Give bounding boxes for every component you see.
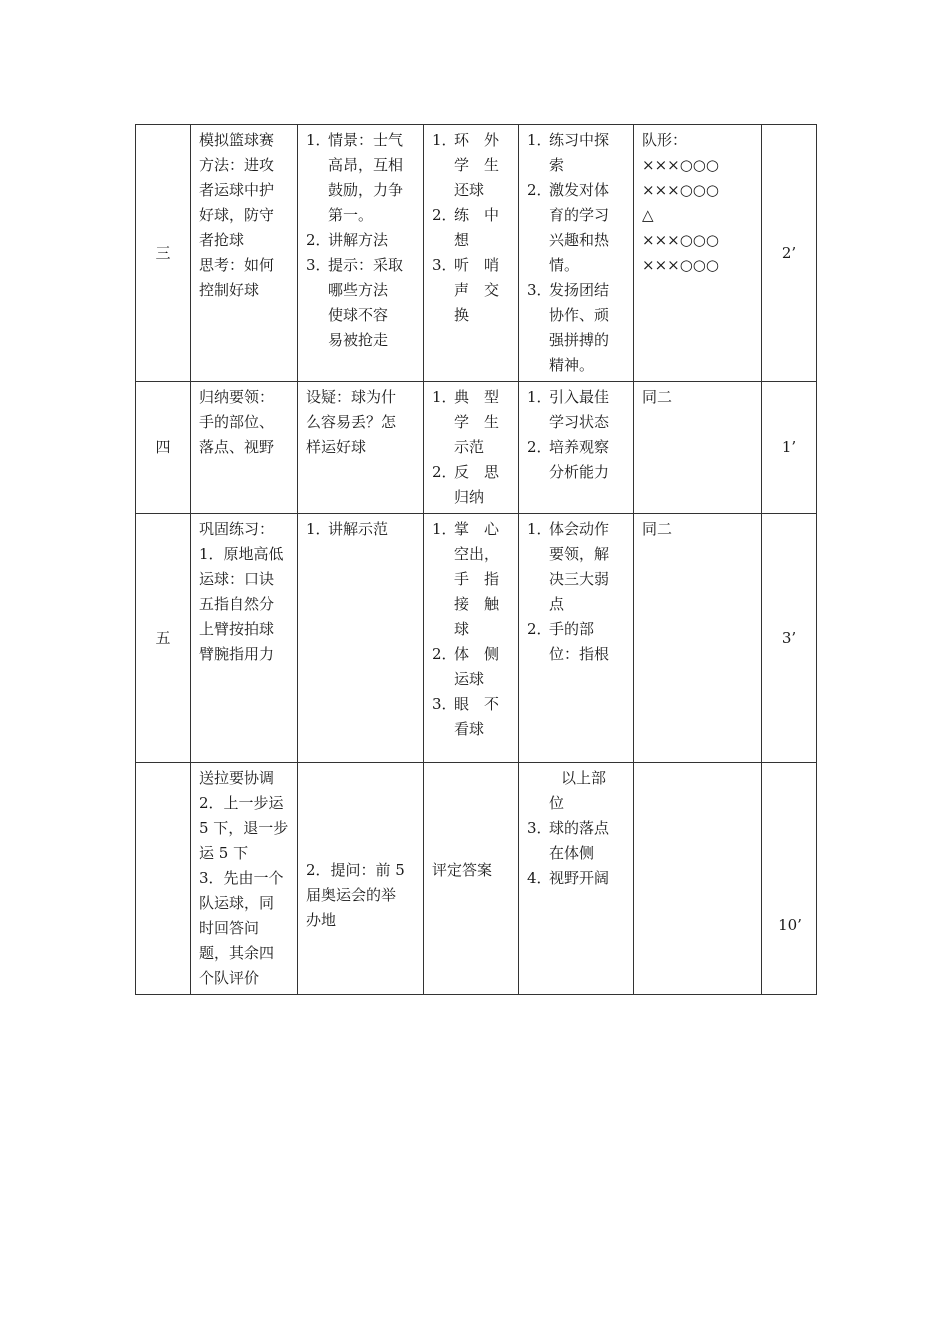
list-item xyxy=(306,128,417,228)
content-line: 五指自然分 xyxy=(199,595,275,613)
list-item xyxy=(432,203,512,253)
lesson-plan-table xyxy=(135,124,817,995)
time-cell: 2’ xyxy=(762,125,817,382)
table-row xyxy=(136,382,817,514)
content-line: 手的部位、 xyxy=(199,413,275,431)
item-line: 要领，解 xyxy=(549,545,610,563)
step-cell: 四 xyxy=(136,382,191,514)
time-cell: 3’ xyxy=(762,514,817,763)
item-line: 手 指 xyxy=(454,570,500,588)
list-item xyxy=(527,617,627,667)
list-item xyxy=(432,517,512,642)
list-item xyxy=(527,278,627,378)
teacher-line: 届奥运会的举 xyxy=(306,886,397,904)
list-item xyxy=(527,178,627,278)
step-cell: 三 xyxy=(136,125,191,382)
item-line: 分析能力 xyxy=(549,463,610,481)
formation-line: 同二 xyxy=(642,520,673,538)
content-line: 模拟篮球赛 xyxy=(199,131,275,149)
student-activity-cell xyxy=(424,514,519,763)
item-line: 体会动作 xyxy=(549,520,610,538)
item-number: 2． xyxy=(306,231,331,249)
formation-line: ×××○○○ xyxy=(642,231,719,249)
formation-line: ×××○○○ xyxy=(642,256,719,274)
formation-cell xyxy=(634,125,762,382)
time-cell: 10’ xyxy=(762,763,817,995)
student-activity-cell xyxy=(424,763,519,995)
teacher-line: 样运好球 xyxy=(306,438,367,456)
item-number: 3． xyxy=(432,695,457,713)
item-line: 学 生 xyxy=(454,156,500,174)
list-item xyxy=(432,460,512,510)
teacher-line: 办地 xyxy=(306,911,337,929)
item-number: 1． xyxy=(527,520,552,538)
list-item xyxy=(527,517,627,617)
item-line: 运球 xyxy=(454,670,485,688)
item-line: 体 侧 xyxy=(454,645,500,663)
content-cell xyxy=(191,514,298,763)
item-line: 在体侧 xyxy=(549,844,595,862)
item-line: 讲解方法 xyxy=(328,231,389,249)
item-line: 点 xyxy=(549,595,565,613)
content-line: 5 下，退一步 xyxy=(199,819,289,837)
content-line: 2．上一步运 xyxy=(199,794,284,812)
item-line: 培养观察 xyxy=(549,438,610,456)
item-line: 学 生 xyxy=(454,413,500,431)
item-line: 索 xyxy=(549,156,565,174)
content-line: 方法：进攻 xyxy=(199,156,275,174)
goal-line: 以上部 xyxy=(561,769,607,787)
formation-line: 同二 xyxy=(642,388,673,406)
step-cell xyxy=(136,763,191,995)
item-line: 想 xyxy=(454,231,470,249)
item-line: 使球不容 xyxy=(328,306,389,324)
item-number: 3． xyxy=(527,281,552,299)
item-number: 1． xyxy=(432,131,457,149)
item-line: 讲解示范 xyxy=(328,520,389,538)
list-item xyxy=(432,253,512,328)
content-line: 好球，防守 xyxy=(199,206,275,224)
content-line: 个队评价 xyxy=(199,969,260,987)
content-line: 送拉要协调 xyxy=(199,769,275,787)
item-number: 2． xyxy=(432,463,457,481)
list-item xyxy=(306,517,417,542)
item-line: 看球 xyxy=(454,720,485,738)
content-line: 臂腕指用力 xyxy=(199,645,275,663)
teacher-activity-cell xyxy=(298,514,424,763)
item-line: 接 触 xyxy=(454,595,500,613)
list-item xyxy=(432,385,512,460)
item-number: 3． xyxy=(306,256,331,274)
item-line: 环 外 xyxy=(454,131,500,149)
content-line: 落点、视野 xyxy=(199,438,275,456)
list-item xyxy=(527,435,627,485)
teacher-line: 么容易丢？怎 xyxy=(306,413,397,431)
content-line: 1．原地高低 xyxy=(199,545,284,563)
table-row xyxy=(136,763,817,995)
goal-line: 位 xyxy=(549,794,565,812)
item-line: 还球 xyxy=(454,181,485,199)
list-item xyxy=(527,866,627,891)
item-line: 高昂，互相 xyxy=(328,156,404,174)
item-line: 情。 xyxy=(549,256,580,274)
content-cell xyxy=(191,125,298,382)
item-number: 2． xyxy=(527,620,552,638)
list-item xyxy=(527,128,627,178)
content-line: 者运球中护 xyxy=(199,181,275,199)
content-line: 思考：如何 xyxy=(199,256,275,274)
teacher-line: 2．提问：前 5 xyxy=(306,861,405,879)
step-cell: 五 xyxy=(136,514,191,763)
item-number: 2． xyxy=(432,206,457,224)
content-line: 运球：口诀 xyxy=(199,570,275,588)
list-item xyxy=(306,253,417,353)
item-line: 视野开阔 xyxy=(549,869,610,887)
teacher-activity-cell xyxy=(298,125,424,382)
list-item xyxy=(432,128,512,203)
item-line: 易被抢走 xyxy=(328,331,389,349)
list-item xyxy=(527,816,627,866)
item-number: 4． xyxy=(527,869,552,887)
goal-cell xyxy=(519,382,634,514)
item-line: 声 交 xyxy=(454,281,500,299)
content-line: 时回答问 xyxy=(199,919,260,937)
item-line: 反 思 xyxy=(454,463,500,481)
student-activity-cell xyxy=(424,125,519,382)
item-line: 兴趣和热 xyxy=(549,231,610,249)
content-line: 控制好球 xyxy=(199,281,260,299)
item-number: 1． xyxy=(306,131,331,149)
item-line: 眼 不 xyxy=(454,695,500,713)
item-number: 1． xyxy=(527,388,552,406)
list-item xyxy=(432,692,512,742)
item-line: 换 xyxy=(454,306,470,324)
item-line: 归纳 xyxy=(454,488,485,506)
formation-cell xyxy=(634,514,762,763)
item-line: 鼓励，力争 xyxy=(328,181,404,199)
item-line: 听 哨 xyxy=(454,256,500,274)
item-number: 2． xyxy=(527,181,552,199)
content-cell xyxy=(191,382,298,514)
teacher-activity-cell xyxy=(298,763,424,995)
content-line: 运 5 下 xyxy=(199,844,249,862)
teacher-activity-cell xyxy=(298,382,424,514)
content-line: 者抢球 xyxy=(199,231,245,249)
item-line: 第一。 xyxy=(328,206,374,224)
formation-line: ×××○○○ xyxy=(642,181,719,199)
item-line: 掌 心 xyxy=(454,520,500,538)
item-number: 1． xyxy=(432,520,457,538)
item-line: 哪些方法 xyxy=(328,281,389,299)
item-line: 空出， xyxy=(454,545,500,563)
item-line: 育的学习 xyxy=(549,206,610,224)
item-line: 情景：士气 xyxy=(328,131,404,149)
item-line: 引入最佳 xyxy=(549,388,610,406)
item-number: 3． xyxy=(432,256,457,274)
formation-cell xyxy=(634,382,762,514)
item-line: 典 型 xyxy=(454,388,500,406)
item-line: 位：指根 xyxy=(549,645,610,663)
teacher-line: 设疑：球为什 xyxy=(306,388,397,406)
item-number: 1． xyxy=(432,388,457,406)
item-line: 激发对体 xyxy=(549,181,610,199)
item-number: 2． xyxy=(432,645,457,663)
goal-cell xyxy=(519,514,634,763)
item-line: 示范 xyxy=(454,438,485,456)
content-line: 题，其余四 xyxy=(199,944,275,962)
item-number: 1． xyxy=(527,131,552,149)
item-line: 学习状态 xyxy=(549,413,610,431)
content-line: 归纳要领： xyxy=(199,388,275,406)
item-line: 球的落点 xyxy=(549,819,610,837)
formation-line: 队形： xyxy=(642,131,688,149)
item-line: 手的部 xyxy=(549,620,595,638)
item-line: 练习中探 xyxy=(549,131,610,149)
formation-cell xyxy=(634,763,762,995)
item-line: 提示：采取 xyxy=(328,256,404,274)
item-line: 精神。 xyxy=(549,356,595,374)
item-line: 球 xyxy=(454,620,470,638)
item-line: 协作、顽 xyxy=(549,306,610,324)
table-row xyxy=(136,125,817,382)
content-line: 队运球，同 xyxy=(199,894,275,912)
goal-cell xyxy=(519,763,634,995)
list-item xyxy=(527,385,627,435)
item-line: 练 中 xyxy=(454,206,500,224)
student-activity-cell xyxy=(424,382,519,514)
item-line: 决三大弱 xyxy=(549,570,610,588)
goal-cell xyxy=(519,125,634,382)
item-number: 2． xyxy=(527,438,552,456)
student-line: 评定答案 xyxy=(432,861,493,879)
item-number: 3． xyxy=(527,819,552,837)
content-line: 巩固练习： xyxy=(199,520,275,538)
list-item xyxy=(306,228,417,253)
item-line: 发扬团结 xyxy=(549,281,610,299)
formation-line: △ xyxy=(642,206,654,224)
list-item xyxy=(432,642,512,692)
content-line: 3．先由一个 xyxy=(199,869,284,887)
content-line: 上臂按拍球 xyxy=(199,620,275,638)
formation-line: ×××○○○ xyxy=(642,156,719,174)
item-line: 强拼搏的 xyxy=(549,331,610,349)
table-row xyxy=(136,514,817,763)
content-cell xyxy=(191,763,298,995)
time-cell: 1’ xyxy=(762,382,817,514)
item-number: 1． xyxy=(306,520,331,538)
